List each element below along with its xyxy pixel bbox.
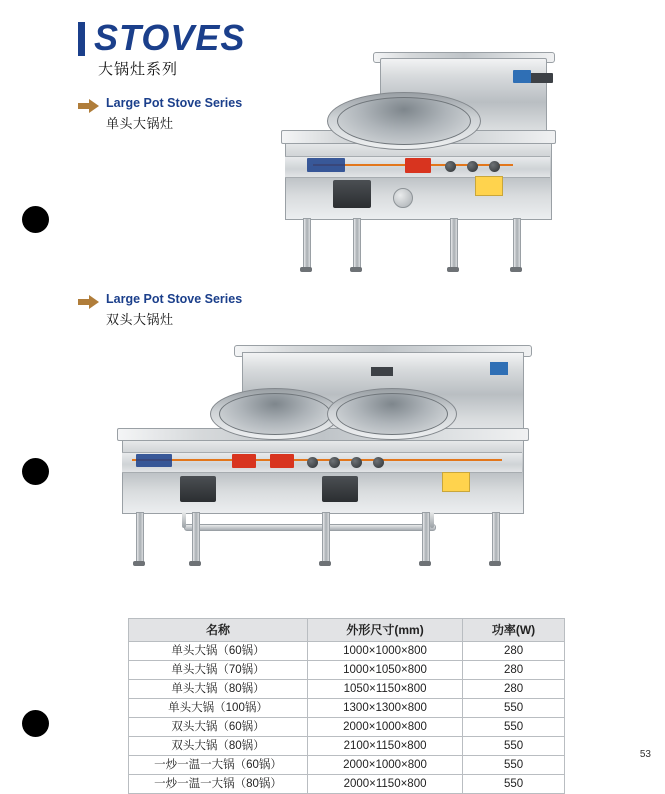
stove-leg xyxy=(422,512,430,566)
cell-name: 单头大锅（80锅） xyxy=(129,680,308,699)
stove-foot xyxy=(419,561,431,566)
stove-foot xyxy=(447,267,459,272)
brand-logo xyxy=(307,158,345,172)
cell-dimensions: 2100×1150×800 xyxy=(308,737,463,756)
page-title: STOVES xyxy=(94,17,246,58)
cell-power: 280 xyxy=(463,680,565,699)
cell-dimensions: 1000×1050×800 xyxy=(308,661,463,680)
cell-dimensions: 2000×1150×800 xyxy=(308,775,463,794)
cell-name: 单头大锅（60锅） xyxy=(129,642,308,661)
control-knob xyxy=(329,457,340,468)
control-knob xyxy=(351,457,362,468)
table-row xyxy=(129,661,565,680)
stove-leg xyxy=(513,218,521,272)
stove-leg xyxy=(303,218,311,272)
stove-leg xyxy=(136,512,144,566)
table-header-row xyxy=(129,619,565,642)
gas-pipe xyxy=(430,512,434,528)
stove-foot xyxy=(189,561,201,566)
blue-label-sticker xyxy=(490,362,508,375)
cell-power: 550 xyxy=(463,718,565,737)
binding-hole xyxy=(22,710,49,737)
table-row xyxy=(129,699,565,718)
stove-leg xyxy=(322,512,330,566)
warning-sticker xyxy=(405,158,431,173)
stove-leg xyxy=(353,218,361,272)
cell-dimensions: 1050×1150×800 xyxy=(308,680,463,699)
warning-sticker xyxy=(270,454,294,468)
access-door xyxy=(333,180,371,208)
stove-leg xyxy=(192,512,200,566)
table-row xyxy=(129,737,565,756)
cell-power: 550 xyxy=(463,756,565,775)
column-header-power: 功率(W) xyxy=(463,619,565,642)
brand-plate xyxy=(371,367,393,376)
stove-foot xyxy=(133,561,145,566)
cell-power: 550 xyxy=(463,775,565,794)
cell-dimensions: 2000×1000×800 xyxy=(308,756,463,775)
table-row xyxy=(129,680,565,699)
cell-dimensions: 1000×1000×800 xyxy=(308,642,463,661)
stove-foot xyxy=(350,267,362,272)
cell-name: 双头大锅（60锅） xyxy=(129,718,308,737)
brand-plate xyxy=(529,73,553,83)
header-accent-bar xyxy=(78,22,85,56)
control-knob xyxy=(307,457,318,468)
cell-dimensions: 1300×1300×800 xyxy=(308,699,463,718)
product-caption-en: Large Pot Stove Series xyxy=(106,96,243,110)
binding-hole xyxy=(22,458,49,485)
cell-name: 单头大锅（70锅） xyxy=(129,661,308,680)
arrow-right-icon xyxy=(78,295,100,309)
product-image-single-head-stove xyxy=(285,58,560,273)
blue-label-sticker xyxy=(513,70,531,83)
table-row xyxy=(129,756,565,775)
brand-logo xyxy=(136,454,172,467)
arrow-right-icon xyxy=(78,99,100,113)
stove-foot xyxy=(319,561,331,566)
page-subtitle: 大锅灶系列 xyxy=(98,61,179,78)
control-knob xyxy=(373,457,384,468)
specification-table xyxy=(128,618,565,794)
product-caption-cn: 单头大锅灶 xyxy=(106,116,174,131)
burner-dial xyxy=(393,188,413,208)
stove-foot xyxy=(510,267,522,272)
column-header-name: 名称 xyxy=(129,619,308,642)
cell-name: 双头大锅（80锅） xyxy=(129,737,308,756)
stove-leg xyxy=(492,512,500,566)
stove-foot xyxy=(300,267,312,272)
control-knob xyxy=(445,161,456,172)
stove-foot xyxy=(489,561,501,566)
gas-pipe xyxy=(182,512,186,528)
warning-sticker xyxy=(232,454,256,468)
cell-dimensions: 2000×1000×800 xyxy=(308,718,463,737)
cell-power: 280 xyxy=(463,642,565,661)
foot-rail xyxy=(184,524,436,531)
product-image-double-head-stove xyxy=(122,352,532,567)
access-door-left xyxy=(180,476,216,502)
cell-name: 一炒一温一大锅（80锅） xyxy=(129,775,308,794)
cell-power: 550 xyxy=(463,737,565,756)
page-number: 53 xyxy=(639,749,651,760)
yellow-label xyxy=(475,176,503,196)
table-row xyxy=(129,642,565,661)
cell-name: 单头大锅（100锅） xyxy=(129,699,308,718)
access-door-right xyxy=(322,476,358,502)
control-knob xyxy=(467,161,478,172)
cell-power: 550 xyxy=(463,699,565,718)
stove-leg xyxy=(450,218,458,272)
table-row xyxy=(129,718,565,737)
cell-name: 一炒一温一大锅（60锅） xyxy=(129,756,308,775)
wok-bowl-left xyxy=(219,393,331,435)
column-header-dimensions: 外形尺寸(mm) xyxy=(308,619,463,642)
cell-power: 280 xyxy=(463,661,565,680)
control-panel xyxy=(122,452,522,473)
product-caption-en: Large Pot Stove Series xyxy=(106,292,243,306)
yellow-label xyxy=(442,472,470,492)
binding-hole xyxy=(22,206,49,233)
table-row xyxy=(129,775,565,794)
wok-bowl-right xyxy=(336,393,448,435)
wok-bowl xyxy=(337,97,471,145)
control-knob xyxy=(489,161,500,172)
product-caption-cn: 双头大锅灶 xyxy=(106,312,174,327)
